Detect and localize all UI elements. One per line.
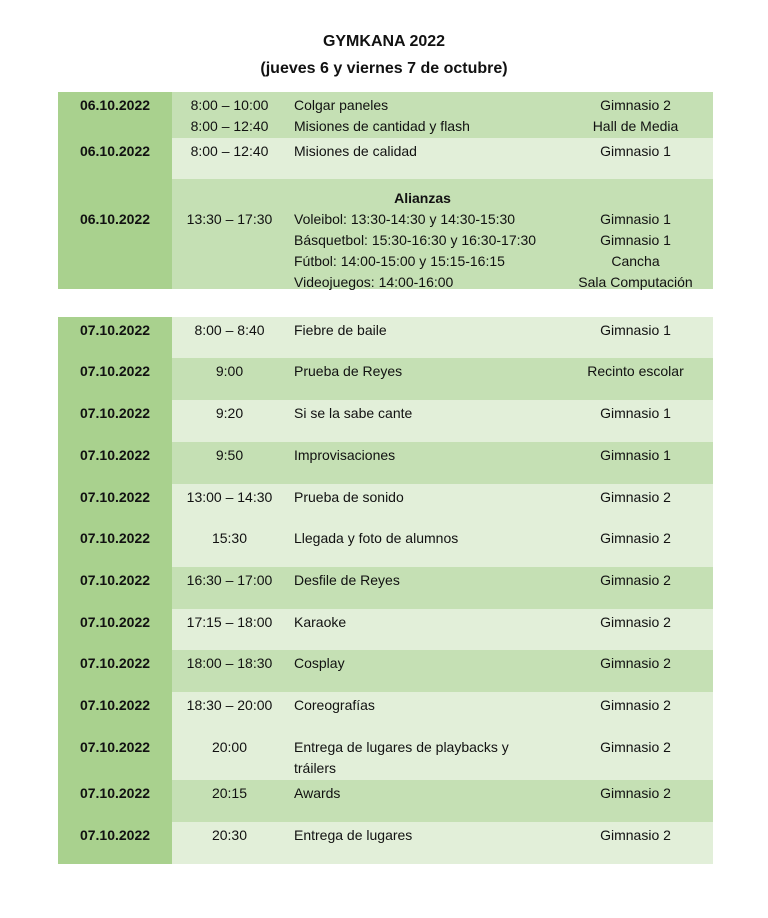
time-cell [172, 822, 287, 864]
time-text: 20:30 [211, 827, 248, 843]
date-text: 07.10.2022 [79, 697, 151, 713]
date-text: 07.10.2022 [79, 572, 151, 588]
time-text: 20:00 [211, 739, 248, 755]
place-text: Gimnasio 1 [600, 405, 671, 421]
activity-cell [287, 179, 558, 289]
activity-cell [287, 734, 558, 780]
activity-text: Misiones de calidad [294, 143, 417, 159]
date-text: 07.10.2022 [79, 785, 151, 801]
table-row [58, 400, 713, 442]
activity-cell [287, 609, 558, 650]
place-text: Sala Computación [578, 274, 693, 290]
date-cell [58, 317, 172, 358]
place-text: Gimnasio 2 [600, 489, 671, 505]
place-text: Hall de Media [592, 118, 679, 134]
time-text: 8:00 – 12:40 [190, 143, 269, 159]
place-text: Gimnasio 2 [600, 572, 671, 588]
time-text: 8:00 – 12:40 [190, 118, 269, 134]
place-cell [558, 179, 713, 289]
date-text: 06.10.2022 [79, 97, 151, 113]
time-cell [172, 609, 287, 650]
place-cell [558, 525, 713, 567]
activity-cell [287, 138, 558, 179]
place-cell [558, 734, 713, 780]
place-text: Gimnasio 1 [600, 211, 671, 227]
place-cell [558, 317, 713, 358]
table-row [58, 179, 713, 289]
activity-text: Improvisaciones [294, 447, 396, 463]
activity-cell [287, 780, 558, 822]
activity-text: Desfile de Reyes [294, 572, 400, 588]
place-cell [558, 138, 713, 179]
time-cell [172, 400, 287, 442]
time-text: 16:30 – 17:00 [186, 572, 273, 588]
place-cell [558, 650, 713, 692]
time-text: 9:00 [215, 363, 244, 379]
date-cell [58, 650, 172, 692]
time-text: 9:50 [215, 447, 244, 463]
place-text: Gimnasio 2 [600, 697, 671, 713]
activity-text: Si se la sabe cante [294, 405, 413, 421]
date-cell [58, 484, 172, 525]
activity-cell [287, 442, 558, 484]
time-text: 17:15 – 18:00 [186, 614, 273, 630]
time-cell [172, 92, 287, 138]
activity-text: Colgar paneles [294, 97, 389, 113]
table-row [58, 780, 713, 822]
date-cell [58, 734, 172, 780]
date-text: 07.10.2022 [79, 447, 151, 463]
place-cell [558, 442, 713, 484]
place-text: Gimnasio 1 [600, 447, 671, 463]
table-row [58, 358, 713, 400]
place-cell [558, 400, 713, 442]
table-row [58, 317, 713, 358]
table-row [58, 734, 713, 780]
page-title: GYMKANA 2022 [322, 33, 446, 50]
time-cell [172, 525, 287, 567]
activity-text: Fiebre de baile [294, 322, 387, 338]
time-cell [172, 734, 287, 780]
place-text: Gimnasio 2 [600, 739, 671, 755]
time-text: 15:30 [211, 530, 248, 546]
time-text: 20:15 [211, 785, 248, 801]
time-text: 18:00 – 18:30 [186, 655, 273, 671]
activity-text: Prueba de sonido [294, 489, 404, 505]
time-cell [172, 484, 287, 525]
activity-text: tráilers [294, 760, 337, 776]
table-row [58, 567, 713, 609]
date-text: 07.10.2022 [79, 614, 151, 630]
date-cell [58, 92, 172, 138]
table-row [58, 442, 713, 484]
time-cell [172, 442, 287, 484]
date-text: 06.10.2022 [79, 211, 151, 227]
date-text: 07.10.2022 [79, 739, 151, 755]
time-text: 13:00 – 14:30 [186, 489, 273, 505]
place-cell [558, 692, 713, 734]
activity-text: Llegada y foto de alumnos [294, 530, 459, 546]
activity-text: Coreografías [294, 697, 375, 713]
place-text: Cancha [611, 253, 660, 269]
table-row [58, 609, 713, 650]
place-text: Gimnasio 2 [600, 614, 671, 630]
date-cell [58, 609, 172, 650]
activity-cell [287, 400, 558, 442]
table-row [58, 484, 713, 525]
table-row [58, 822, 713, 864]
activity-text: Fútbol: 14:00-15:00 y 15:15-16:15 [294, 253, 505, 269]
activity-text: Videojuegos: 14:00-16:00 [294, 274, 454, 290]
place-text: Gimnasio 2 [600, 97, 671, 113]
date-cell [58, 358, 172, 400]
activity-cell [287, 317, 558, 358]
activity-cell [287, 567, 558, 609]
activity-cell [287, 484, 558, 525]
date-text: 07.10.2022 [79, 322, 151, 338]
time-text: 8:00 – 10:00 [190, 97, 269, 113]
activity-text: Prueba de Reyes [294, 363, 403, 379]
time-text: 9:20 [215, 405, 244, 421]
date-cell [58, 780, 172, 822]
place-text: Gimnasio 2 [600, 530, 671, 546]
date-text: 07.10.2022 [79, 530, 151, 546]
place-cell [558, 780, 713, 822]
date-text: 07.10.2022 [79, 827, 151, 843]
date-cell [58, 400, 172, 442]
alliance-heading: Alianzas [394, 190, 451, 206]
activity-text: Misiones de cantidad y flash [294, 118, 470, 134]
time-cell [172, 317, 287, 358]
date-cell [58, 138, 172, 179]
place-cell [558, 358, 713, 400]
place-text: Gimnasio 2 [600, 785, 671, 801]
place-text: Gimnasio 1 [600, 232, 671, 248]
activity-cell [287, 525, 558, 567]
time-cell [172, 692, 287, 734]
time-cell [172, 358, 287, 400]
activity-text: Awards [294, 785, 341, 801]
page-subtitle: (jueves 6 y viernes 7 de octubre) [260, 60, 508, 77]
date-cell [58, 567, 172, 609]
time-text: 13:30 – 17:30 [186, 211, 273, 227]
date-text: 07.10.2022 [79, 655, 151, 671]
activity-text: Entrega de lugares [294, 827, 413, 843]
activity-text: Entrega de lugares de playbacks y [294, 739, 509, 755]
table-row [58, 525, 713, 567]
date-text: 07.10.2022 [79, 363, 151, 379]
place-cell [558, 92, 713, 138]
date-cell [58, 442, 172, 484]
time-text: 18:30 – 20:00 [186, 697, 273, 713]
place-text: Gimnasio 2 [600, 655, 671, 671]
place-cell [558, 822, 713, 864]
activity-text: Voleibol: 13:30-14:30 y 14:30-15:30 [294, 211, 516, 227]
activity-cell [287, 822, 558, 864]
date-cell [58, 179, 172, 289]
activity-text: Básquetbol: 15:30-16:30 y 16:30-17:30 [294, 232, 537, 248]
date-cell [58, 525, 172, 567]
time-cell [172, 780, 287, 822]
table-row [58, 92, 713, 138]
place-text: Gimnasio 1 [600, 322, 671, 338]
place-cell [558, 567, 713, 609]
time-cell [172, 650, 287, 692]
time-cell [172, 179, 287, 289]
activity-text: Cosplay [294, 655, 345, 671]
place-cell [558, 609, 713, 650]
place-text: Gimnasio 2 [600, 827, 671, 843]
activity-cell [287, 650, 558, 692]
date-cell [58, 822, 172, 864]
time-cell [172, 567, 287, 609]
date-text: 07.10.2022 [79, 405, 151, 421]
place-text: Recinto escolar [587, 363, 684, 379]
place-text: Gimnasio 1 [600, 143, 671, 159]
table-row [58, 138, 713, 179]
date-text: 07.10.2022 [79, 489, 151, 505]
activity-cell [287, 692, 558, 734]
place-cell [558, 484, 713, 525]
activity-cell [287, 92, 558, 138]
date-text: 06.10.2022 [79, 143, 151, 159]
table-row [58, 692, 713, 734]
time-text: 8:00 – 8:40 [194, 322, 265, 338]
date-cell [58, 692, 172, 734]
table-row [58, 650, 713, 692]
activity-cell [287, 358, 558, 400]
activity-text: Karaoke [294, 614, 347, 630]
time-cell [172, 138, 287, 179]
